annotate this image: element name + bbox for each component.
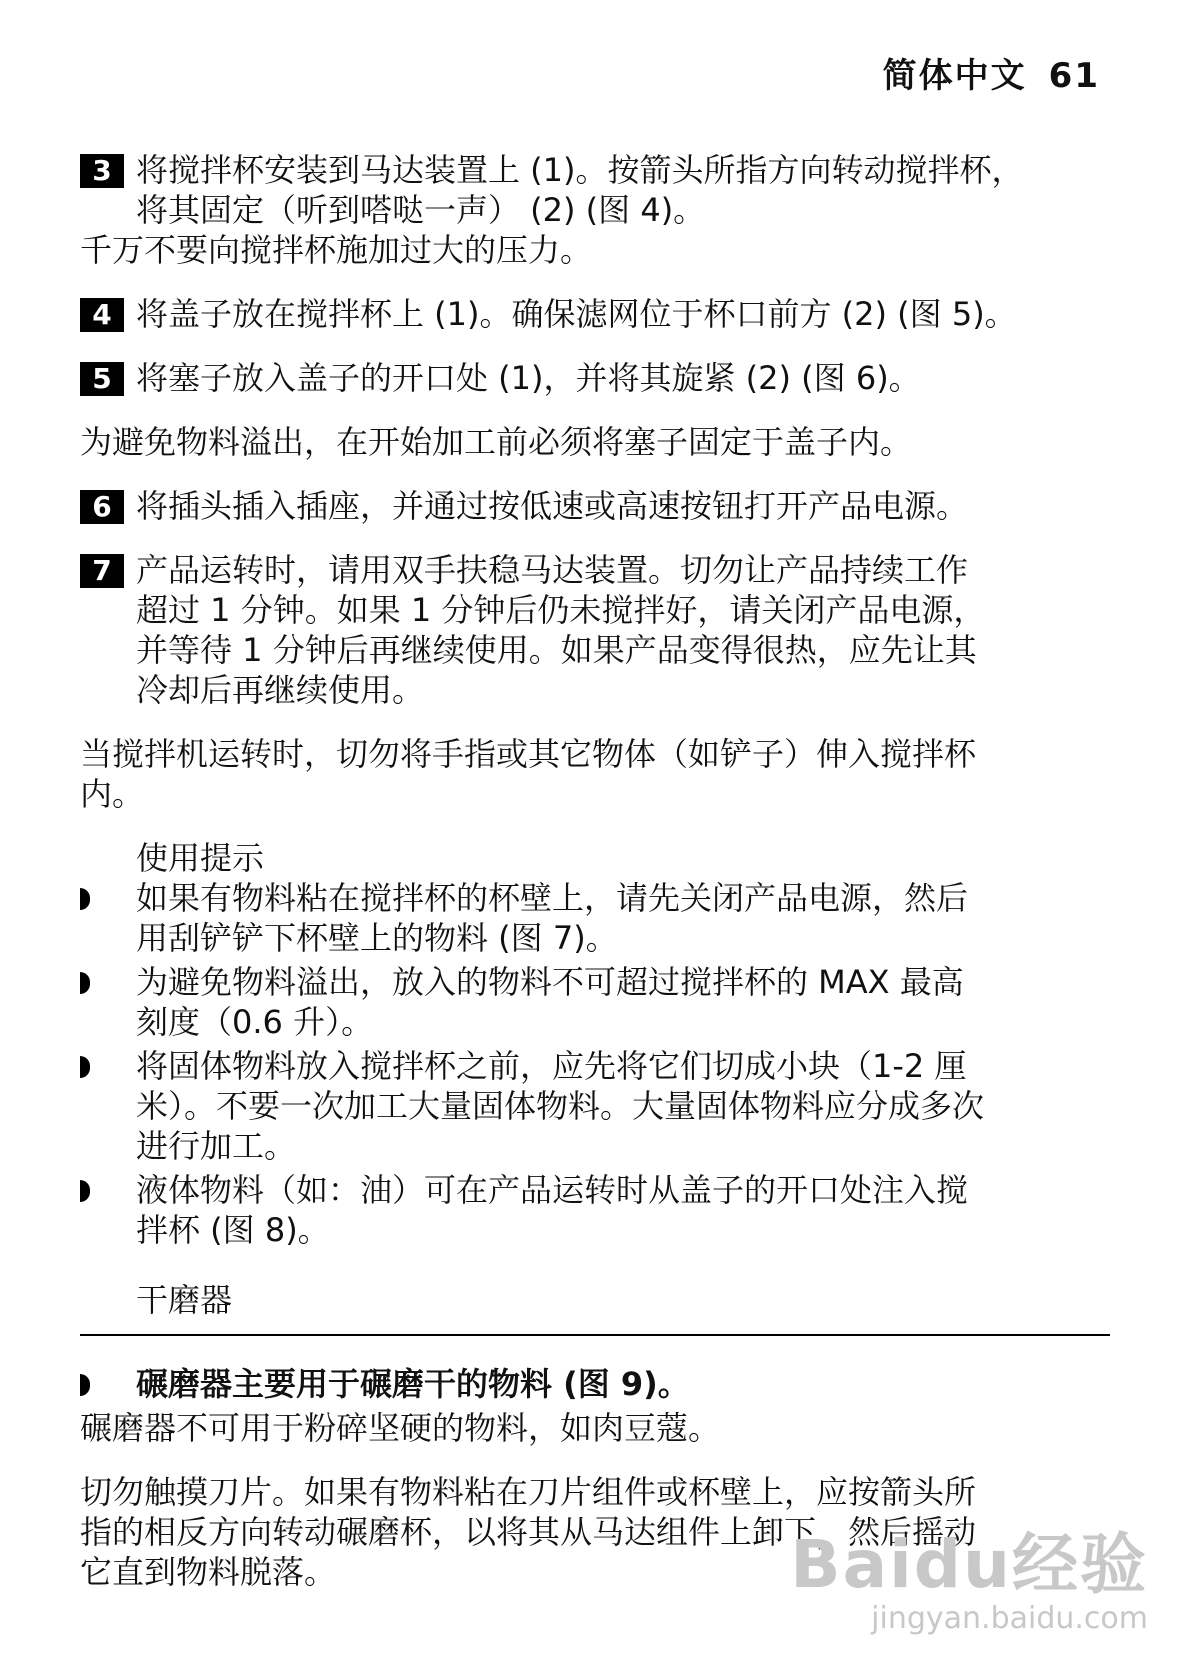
tip-line: 刻度（0.6 升）。: [136, 1003, 374, 1041]
grinder-bullet-text: 碾磨器主要用于碾磨干的物料 (图 9)。: [136, 1365, 690, 1403]
step-7: [80, 550, 1110, 710]
watermark: [790, 1526, 1148, 1636]
tip-line: 用刮铲铲下杯壁上的物料 (图 7)。: [136, 919, 618, 957]
tips-heading: 使用提示: [136, 839, 265, 877]
watermark-logo: Baidu经验: [790, 1526, 1148, 1603]
document-body: [80, 150, 1110, 1616]
tip-line: 为避免物料溢出，放入的物料不可超过搅拌杯的 MAX 最高: [136, 963, 964, 1001]
tip-line: 拌杯 (图 8)。: [136, 1211, 330, 1249]
warning-line: 指的相反方向转动碾磨杯，以将其从马达组件上卸下，然后摇动: [80, 1513, 977, 1551]
step-number-badge: 3: [80, 154, 124, 188]
warning-line: 它直到物料脱落。: [80, 1553, 337, 1591]
bullet-icon: [80, 1056, 90, 1078]
tip-line: 米）。不要一次加工大量固体物料。大量固体物料应分成多次: [136, 1087, 985, 1125]
step-3: [80, 150, 1110, 230]
page-number: 61: [1048, 56, 1100, 96]
step-number-badge: 4: [80, 298, 124, 332]
grinder-heading: 干磨器: [136, 1281, 233, 1319]
step-number-badge: 6: [80, 490, 124, 524]
step-text-line: 将塞子放入盖子的开口处 (1)，并将其旋紧 (2) (图 6)。: [136, 359, 921, 397]
bullet-icon: [80, 888, 90, 910]
step-number-badge: 5: [80, 362, 124, 396]
step-text-line: 将插头插入插座，并通过按低速或高速按钮打开产品电源。: [136, 487, 969, 525]
tip-item: [80, 1046, 1110, 1166]
step-text-line: 将其固定（听到嗒哒一声） (2) (图 4)。: [136, 191, 706, 229]
section-divider: [80, 1334, 1110, 1336]
tip-item: [80, 1170, 1110, 1250]
step-text-line: 并等待 1 分钟后再继续使用。如果产品变得很热，应先让其: [136, 631, 977, 669]
warning-note: 千万不要向搅拌杯施加过大的压力。: [80, 231, 593, 269]
tip-item: [80, 962, 1110, 1042]
tip-line: 液体物料（如：油）可在产品运转时从盖子的开口处注入搅: [136, 1171, 969, 1209]
step-text-line: 产品运转时，请用双手扶稳马达装置。切勿让产品持续工作: [136, 551, 969, 589]
tip-item: [80, 878, 1110, 958]
tip-line: 将固体物料放入搅拌杯之前，应先将它们切成小块（1-2 厘: [136, 1047, 967, 1085]
note-line: 当搅拌机运转时，切勿将手指或其它物体（如铲子）伸入搅拌杯: [80, 735, 977, 773]
warning-line: 切勿触摸刀片。如果有物料粘在刀片组件或杯壁上，应按箭头所: [80, 1473, 977, 1511]
step-6: [80, 486, 1110, 526]
grinder-bullet: [80, 1364, 1110, 1404]
watermark-url: jingyan.baidu.com: [871, 1601, 1148, 1636]
tip-line: 进行加工。: [136, 1127, 297, 1165]
warning-note: [80, 734, 1110, 814]
bullet-icon: [80, 1374, 90, 1396]
step-text-line: 超过 1 分钟。如果 1 分钟后仍未搅拌好，请关闭产品电源，: [136, 591, 986, 629]
bullet-icon: [80, 972, 90, 994]
grinder-note: 碾磨器不可用于粉碎坚硬的物料，如肉豆蔻。: [80, 1409, 721, 1447]
bullet-icon: [80, 1180, 90, 1202]
page-header: [883, 48, 1100, 97]
section-title: 简体中文: [882, 56, 1027, 96]
step-text-line: 将搅拌杯安装到马达装置上 (1)。按箭头所指方向转动搅拌杯，: [136, 151, 1024, 189]
step-4: [80, 294, 1110, 334]
note-line: 内。: [80, 775, 145, 813]
step-5: [80, 358, 1110, 398]
tip-line: 如果有物料粘在搅拌杯的杯壁上，请先关闭产品电源，然后: [136, 879, 969, 917]
step-text-line: 冷却后再继续使用。: [136, 671, 425, 709]
warning-note: 为避免物料溢出，在开始加工前必须将塞子固定于盖子内。: [80, 423, 913, 461]
step-text-line: 将盖子放在搅拌杯上 (1)。确保滤网位于杯口前方 (2) (图 5)。: [136, 295, 1017, 333]
step-number-badge: 7: [80, 554, 124, 588]
